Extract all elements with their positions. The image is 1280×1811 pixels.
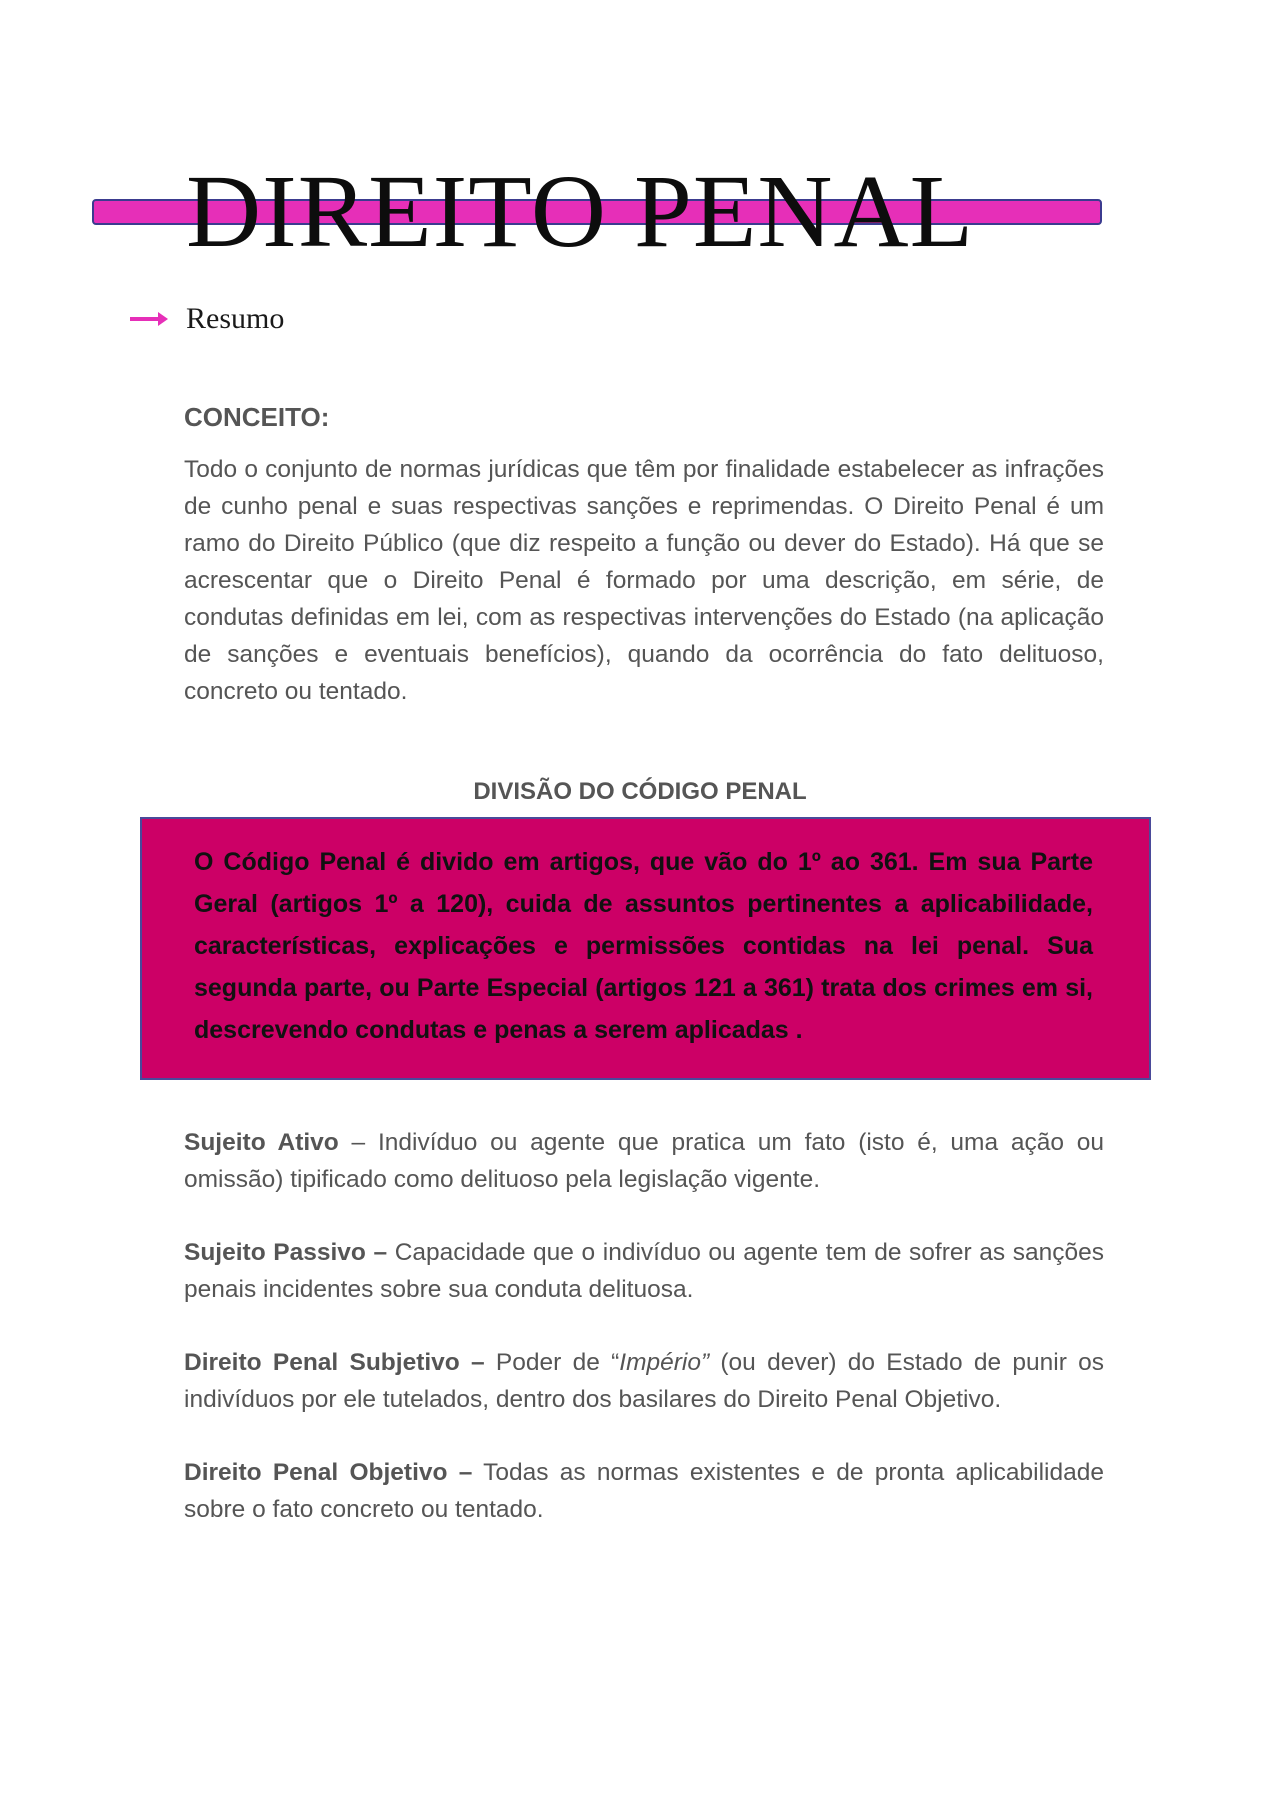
definition-separator: – <box>338 1129 378 1156</box>
definition-italic-text: Império” <box>619 1349 710 1376</box>
definition-text: (ou dever) do Estado de punir os indivíduos por ele tutelados, dentro dos basilares do Direito Penal Objetivo. <box>184 1349 1105 1413</box>
divisao-box <box>140 817 1151 1080</box>
subtitle: Resumo <box>186 302 285 335</box>
subtitle-row <box>130 302 284 336</box>
conceito-text: Todo o conjunto de normas jurídicas que têm por finalidade estabelecer as infrações de cunho penal e suas respectivas sanções e reprimendas. O Direito Penal é um ramo do Direito Público (que diz respeito a função ou dever do Estado). Há que se acrescentar que o Direito Penal é formado por uma descrição, em série, de condutas definidas em lei, com as respectivas intervenções do Estado (na aplicação de sanções e eventuais benefícios), quando da ocorrência do fato delituoso, concreto ou tentado. <box>184 456 1104 705</box>
definition-sujeito-ativo <box>184 1124 1104 1198</box>
definition-sujeito-passivo <box>184 1234 1104 1308</box>
divisao-text: O Código Penal é divido em artigos, que vão do 1º ao 361. Em sua Parte Geral (artigos 1º a 120), cuida de assuntos pertinentes a aplicabilidade, características, explicações e permissões contidas na lei penal. Sua segunda parte, ou Parte Especial (artigos 121 a 361) trata dos crimes em si, descrevendo condutas e penas a serem aplicadas . <box>194 848 1093 1044</box>
conceito-section <box>184 402 1104 710</box>
definition-term: Sujeito Ativo <box>184 1129 339 1156</box>
definition-term: Direito Penal Objetivo – <box>184 1459 473 1486</box>
definitions-section <box>184 1124 1104 1564</box>
definition-text: Todas as normas existentes e de pronta aplicabilidade sobre o fato concreto ou tentado. <box>184 1459 1105 1523</box>
definition-term: Sujeito Passivo – <box>184 1239 388 1266</box>
page-title: DIREITO PENAL <box>186 154 975 269</box>
conceito-heading: CONCEITO: <box>184 402 330 432</box>
definition-text: Indivíduo ou agente que pratica um fato (isto é, uma ação ou omissão) tipificado como delituoso pela legislação vigente. <box>184 1129 1104 1193</box>
definition-direito-penal-subjetivo <box>184 1344 1104 1418</box>
arrow-right-icon <box>130 309 168 329</box>
definition-text: Poder de “ <box>484 1349 620 1376</box>
divisao-heading: DIVISÃO DO CÓDIGO PENAL <box>473 778 807 805</box>
definition-text: Capacidade que o indivíduo ou agente tem de sofrer as sanções penais incidentes sobre sua conduta delituosa. <box>184 1239 1104 1303</box>
definition-term: Direito Penal Subjetivo – <box>184 1349 485 1376</box>
definition-direito-penal-objetivo <box>184 1454 1104 1528</box>
